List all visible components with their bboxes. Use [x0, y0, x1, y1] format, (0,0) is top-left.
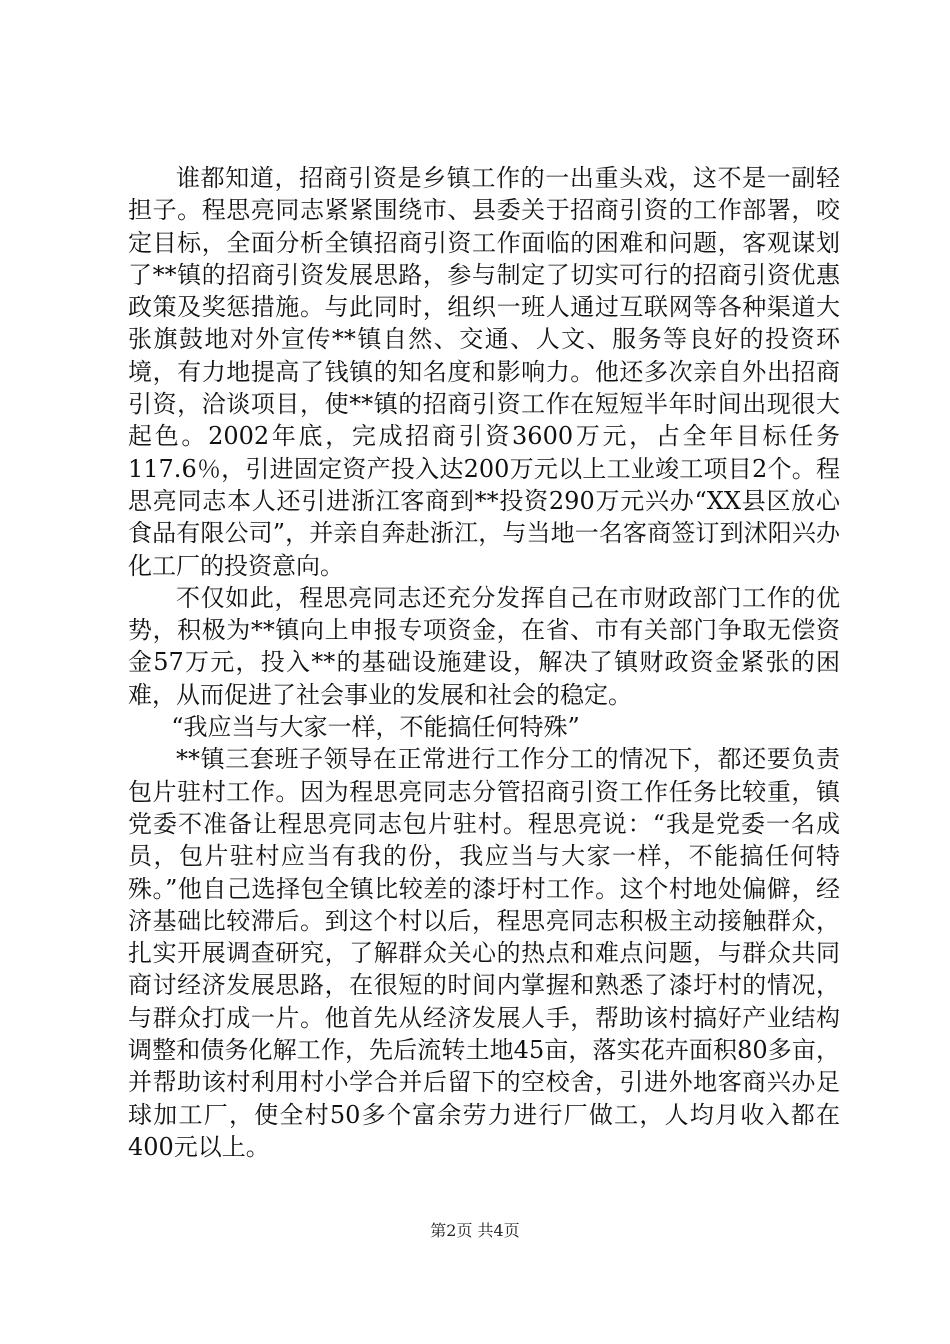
- paragraph-funding: 不仅如此，程思亮同志还充分发挥自己在市财政部门工作的优势，积极为**镇向上申报专项资金，在省、市有关部门争取无偿资金57万元，投入**的基础设施建设，解决了镇财政资金紧张的困难，从而促进了社会事业的发展和社会的稳定。: [128, 583, 840, 709]
- document-body: [128, 162, 840, 1163]
- section-heading: “我应当与大家一样，不能搞任何特殊”: [171, 713, 580, 742]
- paragraph-village-work: **镇三套班子领导在正常进行工作分工的情况下，都还要负责包片驻村工作。因为程思亮同志分管招商引资工作任务比较重，镇党委不准备让程思亮同志包片驻村。程思亮说：“我是党委一名成员，包片驻村应当有我的份，我应当与大家一样，不能搞任何特殊。”他自己选择包全镇比较差的漆圩村工作。这个村地处偏僻，经济基础比较滞后。到这个村以后，程思亮同志积极主动接触群众，扎实开展调查研究，了解群众关心的热点和难点问题，与群众共同商讨经济发展思路，在很短的时间内掌握和熟悉了漆圩村的情况，与群众打成一片。他首先从经济发展人手，帮助该村搞好产业结构调整和债务化解工作，先后流转土地45亩，落实花卉面积80多亩，并帮助该村利用村小学合并后留下的空校舍，引进外地客商兴办足球加工厂，使全村50多个富余劳力进行厂做工，人均月收入都在400元以上。: [128, 745, 840, 1161]
- page-footer: 第2页 共4页: [430, 1221, 520, 1240]
- paragraph-investment: 谁都知道，招商引资是乡镇工作的一出重头戏，这不是一副轻担子。程思亮同志紧紧围绕市、县委关于招商引资的工作部署，咬定目标，全面分析全镇招商引资工作面临的困难和问题，客观谋划了**镇的招商引资发展思路，参与制定了切实可行的招商引资优惠政策及奖惩措施。与此同时，组织一班人通过互联网等各种渠道大张旗鼓地对外宣传**镇自然、交通、人文、服务等良好的投资环境，有力地提高了钱镇的知名度和影响力。他还多次亲自外出招商引资，洽谈项目，使**镇的招商引资工作在短短半年时间出现很大起色。2002年底，完成招商引资3600万元，占全年目标任务117.6％，引进固定资产投入达200万元以上工业竣工项目2个。程思亮同志本人还引进浙江客商到**投资290万元兴办“XX县区放心食品有限公司”，并亲自奔赴浙江，与当地一名客商签订到沭阳兴办化工厂的投资意向。: [128, 164, 840, 580]
